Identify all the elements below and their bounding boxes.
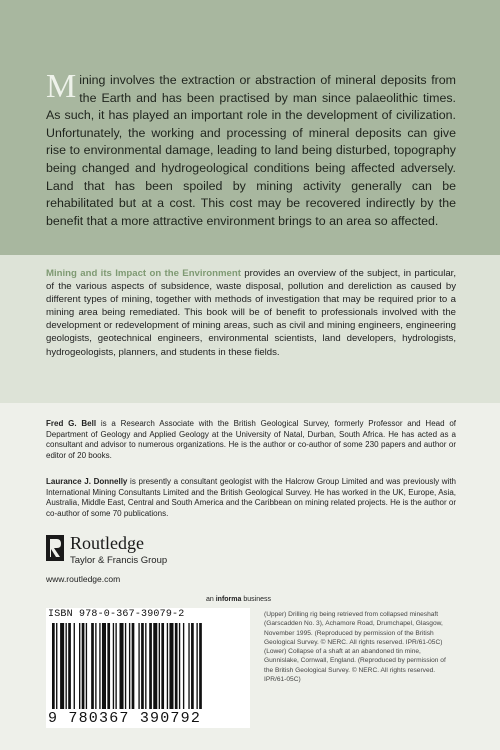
isbn-barcode: [46, 608, 250, 728]
barcode-bar: [141, 623, 144, 709]
routledge-mark-icon: [46, 535, 64, 561]
author-bio-text: is presently a consultant geologist with the Halcrow Group Limited and was previously with International Mining Consultants Limited and the British Geological Survey. He has worked in the UK, Europe, Asia, Australia, Middle East, Central and South America and the Caribbean on mining related projects. He is the author or co-author of some 70 publications.: [46, 477, 457, 518]
blurb-panel: [0, 0, 500, 255]
barcode-bar: [149, 623, 152, 709]
barcode-bar: [113, 623, 114, 709]
barcode-bar: [115, 623, 116, 709]
barcode-bar: [169, 623, 173, 709]
photo-caption: (Upper) Drilling rig being retrieved from collapsed mineshaft (Garscadden No. 3), Achamore Road, Drumchapel, Glasgow, November 1995. (Reproduced by permission of the British Geological Survey. © NERC. All rights reserved. IPR/61-05C) (Lower) Collapse of a shaft at an abandoned tin mine, Gunnislake, Cornwall, England. (Reproduced by permission of the British Geological Survey. © NERC. All rights reserved. IPR/61-05C): [264, 611, 446, 684]
barcode-bar: [79, 623, 80, 709]
back-matter: [0, 403, 500, 750]
barcode-bar: [161, 623, 164, 709]
barcode-bar: [68, 623, 71, 709]
barcode-bar: [129, 623, 130, 709]
barcode-bar: [183, 623, 184, 709]
barcode-bar: [107, 623, 110, 709]
barcode-bar: [188, 623, 189, 709]
barcode-bar: [199, 623, 202, 709]
barcode-bar: [86, 623, 87, 709]
barcode-bar: [99, 623, 100, 709]
blurb-body: ining involves the extraction or abstraction of mineral deposits from the Earth and has been practised by man since palaeolithic times. As such, it has played an important role in the development of civilization. Unfortunately, the working and processing of mineral deposits can give rise to environmental damage, leading to land being disturbed, topography being changed and hydrogeological conditions being affected adversely. Land that has been spoiled by mining activity generally can be rehabilitated but at a cost. This cost may be recovered indirectly by the benefit that a more attractive environment brings to an area so affected.: [46, 73, 456, 228]
book-title: Mining and its Impact on the Environment: [46, 268, 241, 279]
barcode-bar: [82, 623, 85, 709]
isbn-label: ISBN 978-0-367-39079-2: [48, 609, 185, 620]
description-panel: [0, 255, 500, 403]
barcode-bar: [175, 623, 178, 709]
barcode-bar: [196, 623, 197, 709]
barcode-number: 9 780367 390792: [48, 710, 202, 727]
barcode-bar: [191, 623, 194, 709]
barcode-bar: [132, 623, 135, 709]
author-bio-bell: [46, 419, 456, 461]
publisher-name: Routledge: [70, 533, 144, 553]
barcode-bar: [167, 623, 168, 709]
barcode-bar: [120, 623, 124, 709]
description-body: provides an overview of the subject, in particular, of the various aspects of subsidence, waste disposal, pollution and dereliction as caused by different types of mining, together with methods of investigation that may be required prior to a mining area being remediated. This book will be of benefit to professionals involved with the development or redevelopment of mining areas, such as civil and mining engineers, engineering geologists, geotechnical engineers, environmental scientists, land developers, hydrologists, hydrogeologists, planners, and students in these fields.: [46, 268, 456, 358]
publisher-website: www.routledge.com: [46, 574, 121, 584]
author-name: Laurance J. Donnelly: [46, 477, 128, 486]
barcode-bar: [60, 623, 64, 709]
barcode-bar: [125, 623, 126, 709]
barcode-bar: [153, 623, 157, 709]
barcode-bar: [56, 623, 57, 709]
publisher-group: Taylor & Francis Group: [70, 555, 168, 566]
barcode-bar: [91, 623, 94, 709]
barcode-bar: [145, 623, 146, 709]
barcode-bar: [66, 623, 67, 709]
barcode-bar: [102, 623, 106, 709]
informa-business-label: an informa business: [206, 596, 271, 603]
blurb-text: [46, 68, 456, 230]
barcode-icon: [48, 623, 248, 709]
author-bio-text: is a Research Associate with the British Geological Survey, formerly Professor and Head of Department of Geology and Applied Geology at the University of Natal, Durban, South Africa. He has acted as a consultant and advisor to numerous organizations. He is the author or co-author of some 230 papers and author or editor of 20 books.: [46, 419, 456, 460]
description-text: [46, 267, 456, 359]
barcode-bar: [52, 623, 55, 709]
barcode-bar: [74, 623, 75, 709]
drop-cap: M: [46, 68, 77, 105]
barcode-bar: [95, 623, 96, 709]
author-name: Fred G. Bell: [46, 419, 97, 428]
barcode-bar: [159, 623, 160, 709]
barcode-bar: [179, 623, 180, 709]
author-bio-donnelly: [46, 477, 456, 519]
barcode-bar: [138, 623, 139, 709]
